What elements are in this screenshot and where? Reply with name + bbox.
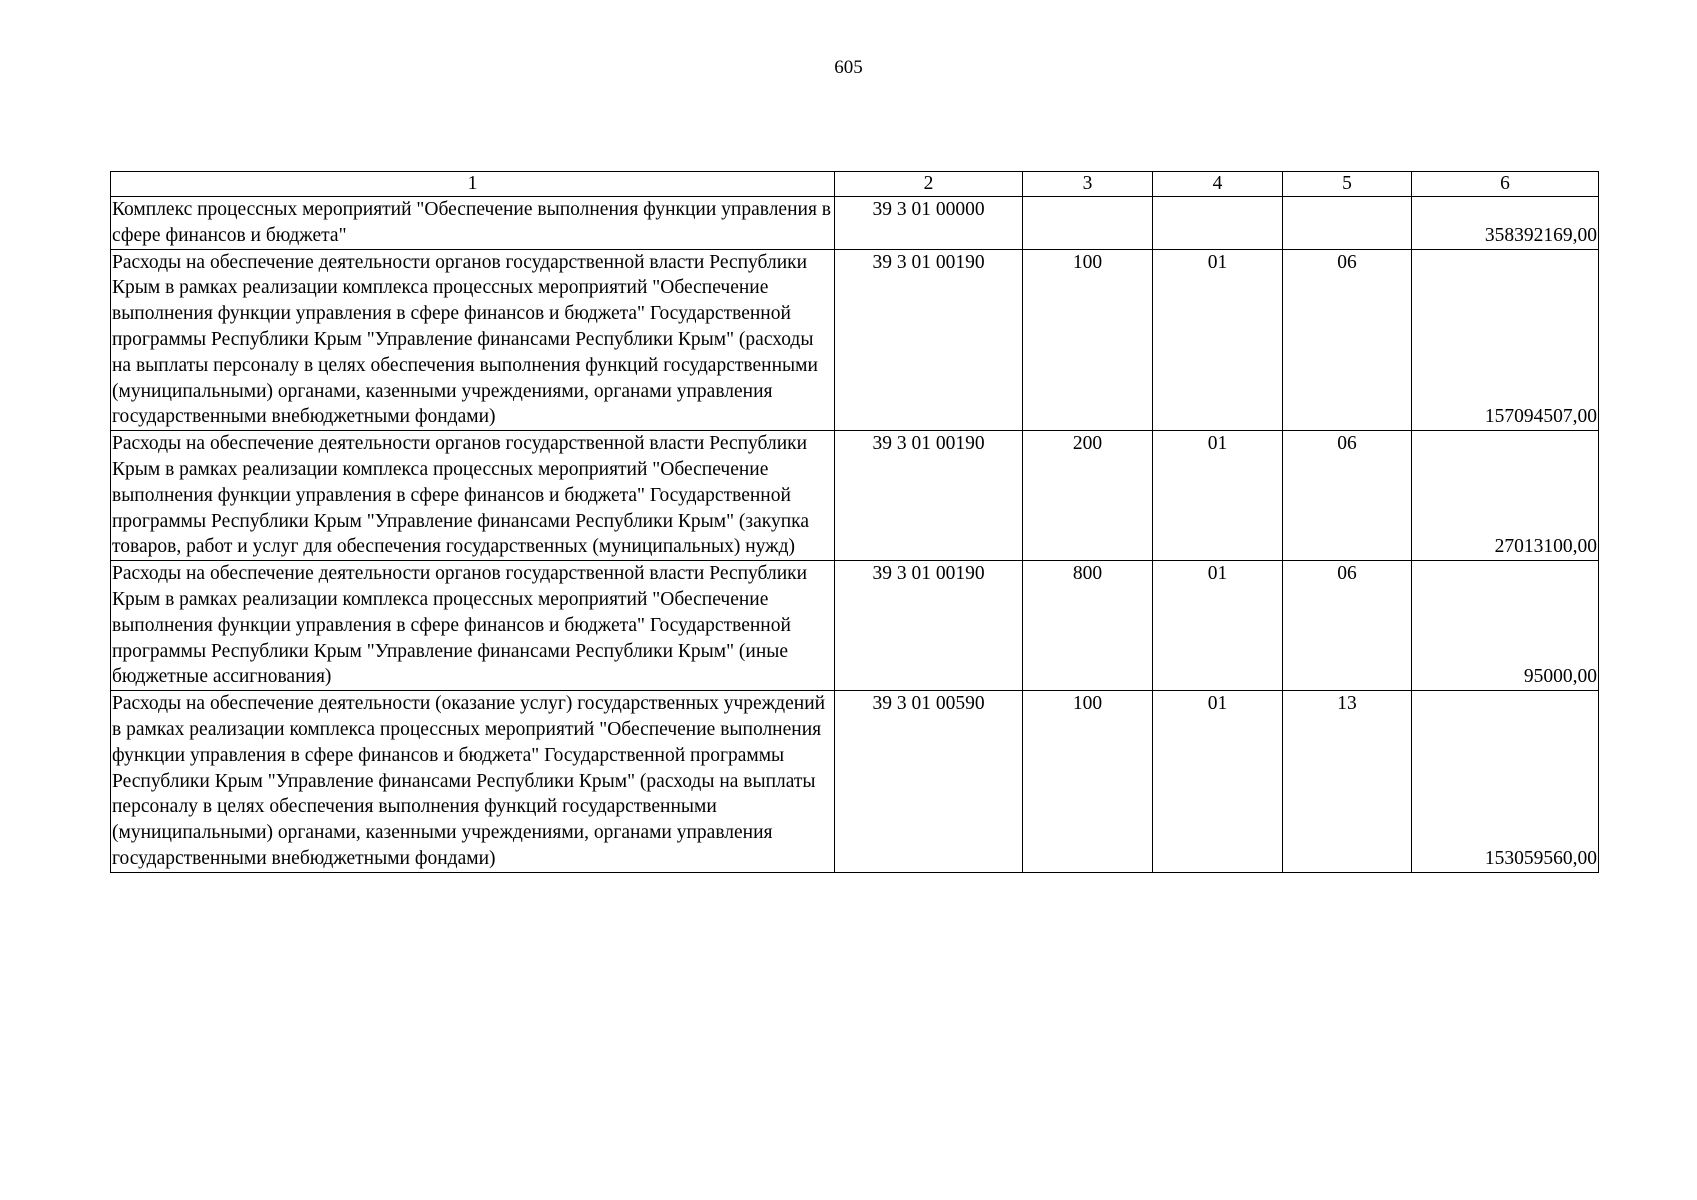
amount: 27013100,00 (1412, 431, 1599, 561)
column-number-1: 1 (111, 172, 835, 197)
expense-name: Расходы на обеспечение деятельности органов государственной власти Республики Крым в рамках реализации комплекса процессных мероприятий "Обеспечение выполнения функции управления в сфере финансов и бюджета" Государственной программы Республики Крым "Управление финансами Республики Крым" (расходы на выплаты персоналу в целях обеспечения выполнения функций государственными (муниципальными) органами, казенными учреждениями, органами управления государственными внебюджетными фондами) (111, 249, 835, 431)
subsection-code: 06 (1283, 431, 1412, 561)
expense-type-code (1023, 197, 1153, 250)
expense-name: Комплекс процессных мероприятий "Обеспечение выполнения функции управления в сфере финансов и бюджета" (111, 197, 835, 250)
subsection-code: 06 (1283, 561, 1412, 691)
table-row (111, 197, 1599, 250)
section-code: 01 (1153, 431, 1283, 561)
table-row (111, 431, 1599, 561)
amount: 95000,00 (1412, 561, 1599, 691)
section-code: 01 (1153, 691, 1283, 873)
column-number-6: 6 (1412, 172, 1599, 197)
budget-table (110, 171, 1599, 873)
budget-table-body (111, 172, 1599, 873)
amount: 153059560,00 (1412, 691, 1599, 873)
expense-type-code: 100 (1023, 249, 1153, 431)
amount: 157094507,00 (1412, 249, 1599, 431)
section-code: 01 (1153, 249, 1283, 431)
target-article-code: 39 3 01 00190 (835, 431, 1023, 561)
subsection-code: 06 (1283, 249, 1412, 431)
expense-name: Расходы на обеспечение деятельности органов государственной власти Республики Крым в рамках реализации комплекса процессных мероприятий "Обеспечение выполнения функции управления в сфере финансов и бюджета" Государственной программы Республики Крым "Управление финансами Республики Крым" (иные бюджетные ассигнования) (111, 561, 835, 691)
target-article-code: 39 3 01 00590 (835, 691, 1023, 873)
expense-name: Расходы на обеспечение деятельности органов государственной власти Республики Крым в рамках реализации комплекса процессных мероприятий "Обеспечение выполнения функции управления в сфере финансов и бюджета" Государственной программы Республики Крым "Управление финансами Республики Крым" (закупка товаров, работ и услуг для обеспечения государственных (муниципальных) нужд) (111, 431, 835, 561)
expense-type-code: 100 (1023, 691, 1153, 873)
column-number-4: 4 (1153, 172, 1283, 197)
target-article-code: 39 3 01 00190 (835, 249, 1023, 431)
subsection-code (1283, 197, 1412, 250)
column-number-5: 5 (1283, 172, 1412, 197)
amount: 358392169,00 (1412, 197, 1599, 250)
expense-type-code: 200 (1023, 431, 1153, 561)
page-number: 605 (834, 57, 863, 78)
section-code: 01 (1153, 561, 1283, 691)
expense-name: Расходы на обеспечение деятельности (оказание услуг) государственных учреждений в рамках реализации комплекса процессных мероприятий "Обеспечение выполнения функции управления в сфере финансов и бюджета" Государственной программы Республики Крым "Управление финансами Республики Крым" (расходы на выплаты персоналу в целях обеспечения выполнения функций государственными (муниципальными) органами, казенными учреждениями, органами управления государственными внебюджетными фондами) (111, 691, 835, 873)
column-number-3: 3 (1023, 172, 1153, 197)
table-row (111, 249, 1599, 431)
target-article-code: 39 3 01 00000 (835, 197, 1023, 250)
table-row (111, 561, 1599, 691)
column-number-header-row (111, 172, 1599, 197)
subsection-code: 13 (1283, 691, 1412, 873)
table-row (111, 691, 1599, 873)
column-number-2: 2 (835, 172, 1023, 197)
expense-type-code: 800 (1023, 561, 1153, 691)
section-code (1153, 197, 1283, 250)
target-article-code: 39 3 01 00190 (835, 561, 1023, 691)
